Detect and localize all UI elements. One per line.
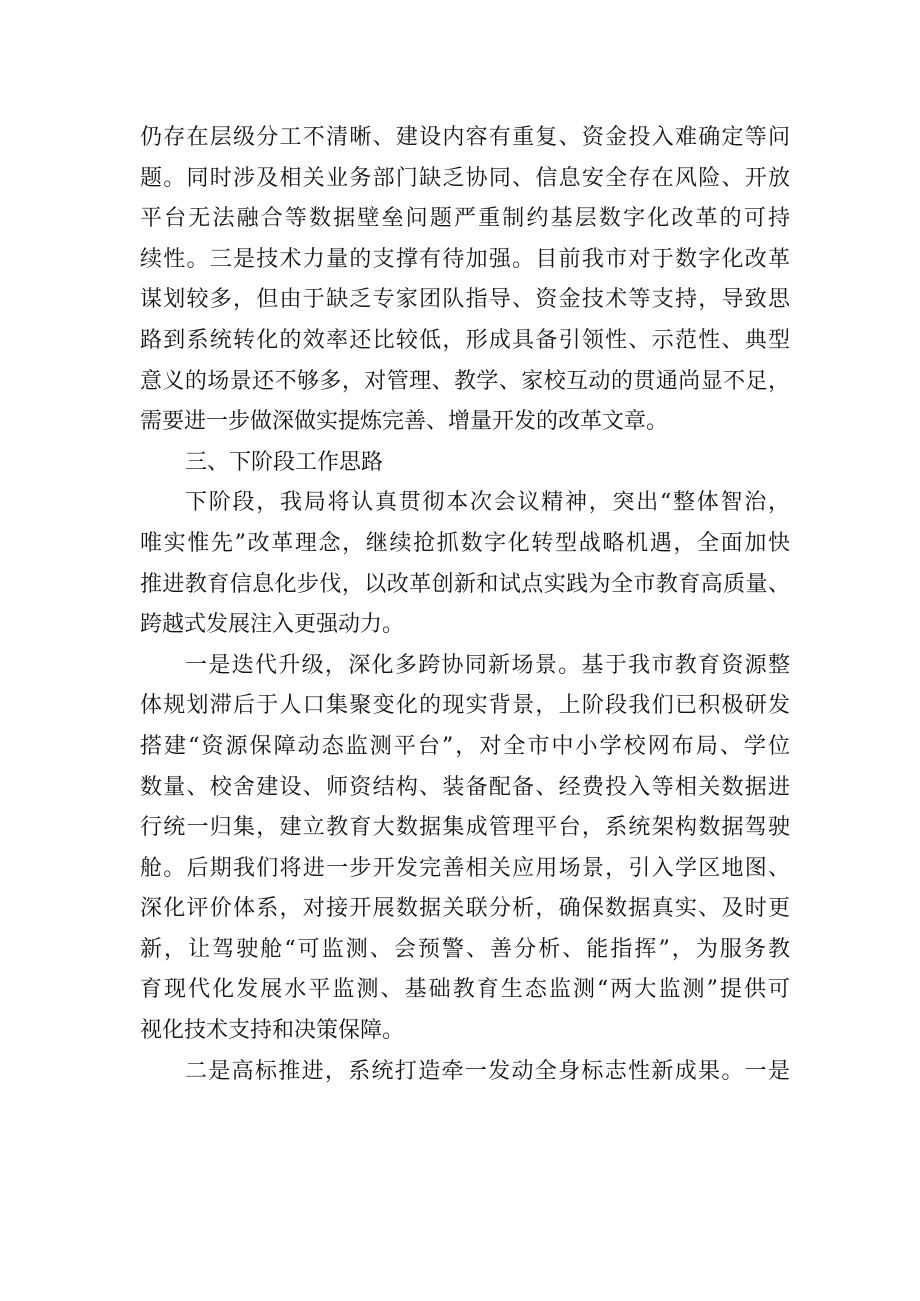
paragraph-line: 搭建“资源保障动态监测平台”，对全市中小学校网布局、学位 (140, 733, 790, 759)
paragraph-line: 行统一归集，建立教育大数据集成管理平台，系统架构数据驾驶 (140, 815, 790, 841)
paragraph-line: 意义的场景还不够多，对管理、教学、家校互动的贯通尚显不足， (140, 368, 790, 394)
paragraph-line: 谋划较多，但由于缺乏专家团队指导、资金技术等支持，导致思 (140, 287, 790, 313)
paragraph-line: 需要进一步做深做实提炼完善、增量开发的改革文章。 (140, 409, 669, 435)
paragraph-line: 下阶段，我局将认真贯彻本次会议精神，突出“整体智治， (185, 490, 790, 516)
paragraph-line: 跨越式发展注入更强动力。 (140, 612, 405, 638)
paragraph-line: 育现代化发展水平监测、基础教育生态监测“两大监测”提供可 (140, 977, 790, 1003)
paragraph-line: 题。同时涉及相关业务部门缺乏协同、信息安全存在风险、开放 (140, 165, 790, 191)
paragraph-line: 唯实惟先”改革理念，继续抢抓数字化转型战略机遇，全面加快 (140, 530, 790, 556)
paragraph-line: 体规划滞后于人口集聚变化的现实背景，上阶段我们已积极研发 (140, 693, 790, 719)
paragraph-line: 一是迭代升级，深化多跨协同新场景。基于我市教育资源整 (185, 652, 790, 678)
paragraph-line: 新，让驾驶舱“可监测、会预警、善分析、能指挥”，为服务教 (140, 936, 790, 962)
paragraph-line: 数量、校舍建设、师资结构、装备配备、经费投入等相关数据进 (140, 774, 790, 800)
paragraph-line: 平台无法融合等数据壁垒问题严重制约基层数字化改革的可持 (140, 206, 790, 232)
paragraph-line: 推进教育信息化步伐，以改革创新和试点实践为全市教育高质量、 (140, 571, 790, 597)
section-heading: 三、下阶段工作思路 (185, 449, 384, 475)
paragraph-line: 仍存在层级分工不清晰、建设内容有重复、资金投入难确定等问 (140, 125, 790, 150)
paragraph-line: 二是高标推进，系统打造牵一发动全身标志性新成果。一是 (185, 1058, 790, 1084)
paragraph-line: 续性。三是技术力量的支撑有待加强。目前我市对于数字化改革 (140, 246, 790, 272)
paragraph-line: 视化技术支持和决策保障。 (140, 1018, 405, 1044)
paragraph-line: 路到系统转化的效率还比较低，形成具备引领性、示范性、典型 (140, 327, 790, 353)
paragraph-line: 深化评价体系，对接开展数据关联分析，确保数据真实、及时更 (140, 896, 790, 922)
document-body (140, 118, 790, 1092)
paragraph-line: 舱。后期我们将进一步开发完善相关应用场景，引入学区地图、 (140, 855, 790, 881)
